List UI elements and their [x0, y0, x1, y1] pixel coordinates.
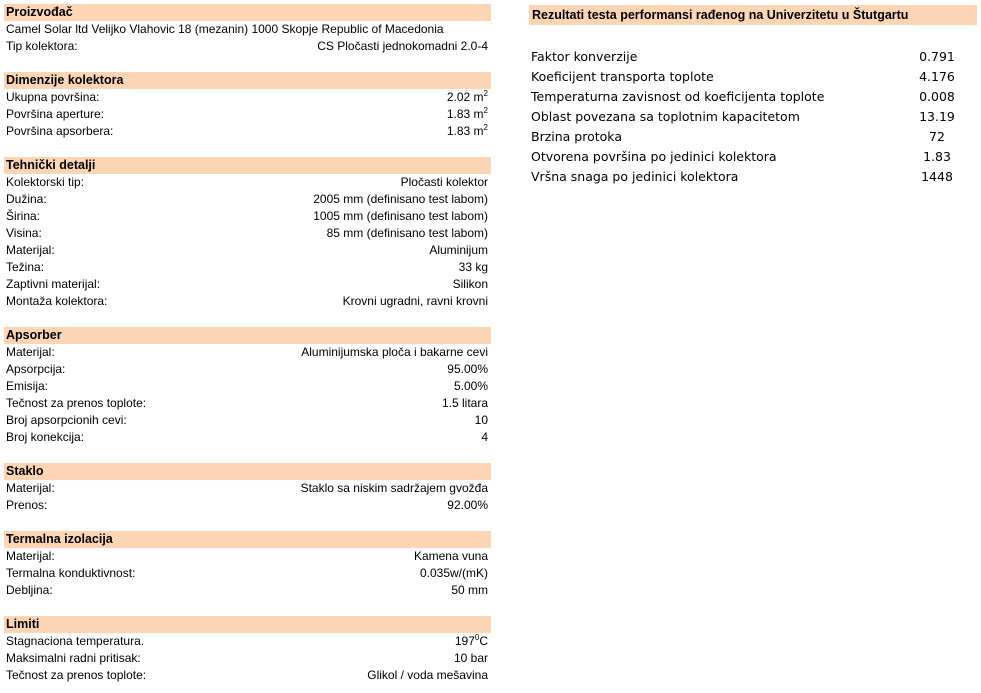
row-label: Maksimalni radni pritisak: [6, 651, 141, 665]
spec-row [4, 259, 491, 276]
row-value: 5.00% [453, 379, 488, 393]
spec-row [4, 174, 491, 191]
row-label: Tečnost za prenos toplote: [6, 668, 147, 682]
collector-spec-sheet [4, 4, 491, 684]
spec-row [4, 191, 491, 208]
result-label: Faktor konverzije [531, 49, 638, 64]
row-value: Silikon [452, 277, 488, 291]
row-value: 2.02 $m^2$ [446, 89, 488, 104]
row-value: Aluminijum [429, 243, 488, 257]
row-label: Stagnaciona temperatura. [6, 634, 145, 648]
row-value: 50 mm [451, 583, 488, 597]
spec-row [4, 123, 491, 140]
result-label: Brzina protoka [531, 129, 622, 144]
result-value: 1.83 [923, 149, 951, 164]
spec-row [4, 480, 491, 497]
row-label: Dužina: [6, 192, 47, 206]
result-row [529, 127, 977, 147]
results-header: Rezultati testa performansi rađenog na Univerzitetu u Štutgartu [529, 5, 977, 25]
spec-row [4, 429, 491, 446]
result-value: 0.791 [919, 49, 955, 64]
result-row [529, 67, 977, 87]
result-value: 4.176 [919, 69, 955, 84]
row-value: 33 kg [458, 260, 488, 274]
row-label: Materijal: [6, 243, 55, 257]
result-label: Koeficijent transporta toplote [531, 69, 714, 84]
row-label: Težina: [6, 260, 45, 274]
spec-row [4, 106, 491, 123]
technical-header: Tehnički detalji [4, 157, 491, 174]
insulation-header: Termalna izolacija [4, 531, 491, 548]
result-label: Oblast povezana sa toplotnim kapacitetom [531, 109, 800, 124]
row-label: Broj konekcija: [6, 430, 85, 444]
result-row [529, 107, 977, 127]
results-table [529, 47, 977, 187]
result-label: Vršna snaga po jedinici kolektora [531, 169, 739, 184]
row-label: Materijal: [6, 481, 55, 495]
result-row [529, 167, 977, 187]
row-value: 1.83 $m^2$ [446, 106, 488, 121]
spec-row [4, 412, 491, 429]
result-value: 1448 [921, 169, 953, 184]
manufacturer-name: Camel Solar ltd Velijko Vlahovic 18 (mezanin) 1000 Skopje Republic of Macedonia [6, 22, 444, 36]
row-label: Kolektorski tip: [6, 175, 85, 189]
row-label: Visina: [6, 226, 42, 240]
spec-row [4, 548, 491, 565]
row-label: Ukupna površina: [6, 90, 100, 104]
row-value: 92.00% [447, 498, 488, 512]
row-label: Broj apsorpcionih cevi: [6, 413, 127, 427]
spec-row [4, 650, 491, 667]
spec-row [4, 361, 491, 378]
row-value: Staklo sa niskim sadržajem gvožđa [300, 481, 488, 495]
result-value: 72 [929, 129, 945, 144]
spec-row [4, 633, 491, 650]
row-value: 95.00% [447, 362, 488, 376]
dimensions-header: Dimenzije kolektora [4, 72, 491, 89]
limits-header: Limiti [4, 616, 491, 633]
row-value: Glikol / voda mešavina [367, 668, 488, 682]
row-value: CS Pločasti jednokomadni 2.0-4 [317, 39, 488, 53]
row-value: Krovni ugradni, ravni krovni [342, 294, 488, 308]
row-label: Emisija: [6, 379, 49, 393]
result-row [529, 47, 977, 67]
collector-type-row [4, 38, 491, 55]
spec-row [4, 89, 491, 106]
row-value: 4 [481, 430, 488, 444]
absorber-header: Apsorber [4, 327, 491, 344]
result-label: Otvorena površina po jedinici kolektora [531, 149, 777, 164]
spec-row [4, 667, 491, 684]
spec-row [4, 225, 491, 242]
row-value: Kamena vuna [413, 549, 488, 563]
result-value: 13.19 [919, 109, 955, 124]
row-label: Materijal: [6, 549, 55, 563]
row-value: 1.5 litara [441, 396, 488, 410]
result-row [529, 87, 977, 107]
row-value: 1005 mm (definisano test labom) [313, 209, 488, 223]
row-value: 2005 mm (definisano test labom) [313, 192, 488, 206]
row-value: Pločasti kolektor [400, 175, 488, 189]
glass-header: Staklo [4, 463, 491, 480]
row-label: Površina apsorbera: [6, 124, 114, 138]
spec-row [4, 276, 491, 293]
result-row [529, 147, 977, 167]
row-label: Materijal: [6, 345, 55, 359]
row-label: Prenos: [6, 498, 48, 512]
row-label: Montaža kolektora: [6, 294, 108, 308]
test-results-panel [529, 5, 977, 187]
spec-row [4, 378, 491, 395]
result-value: 0.008 [919, 89, 955, 104]
result-label: Temperaturna zavisnost od koeficijenta toplote [531, 89, 825, 104]
row-label: Širina: [6, 209, 41, 223]
row-value: 10 [474, 413, 488, 427]
row-value: $197^0C$ [454, 633, 488, 648]
spec-row [4, 293, 491, 310]
spec-row [4, 582, 491, 599]
row-label: Debljina: [6, 583, 53, 597]
row-value: 1.83 $m^2$ [446, 123, 488, 138]
row-label: Apsorpcija: [6, 362, 66, 376]
row-value: 85 mm (definisano test labom) [326, 226, 488, 240]
row-label: Termalna konduktivnost: [6, 566, 136, 580]
row-value: 0.035w/(mK) [419, 566, 488, 580]
row-label: Tečnost za prenos toplote: [6, 396, 147, 410]
row-value: 10 bar [453, 651, 488, 665]
manufacturer-header: Proizvođač [4, 4, 491, 21]
spec-row [4, 497, 491, 514]
row-label: Površina aperture: [6, 107, 105, 121]
spec-row [4, 395, 491, 412]
spec-row [4, 565, 491, 582]
spec-row [4, 344, 491, 361]
row-label: Zaptivni materijal: [6, 277, 101, 291]
spec-row [4, 208, 491, 225]
row-label: Tip kolektora: [6, 39, 78, 53]
spec-row [4, 242, 491, 259]
row-value: Aluminijumska ploča i bakarne cevi [301, 345, 488, 359]
